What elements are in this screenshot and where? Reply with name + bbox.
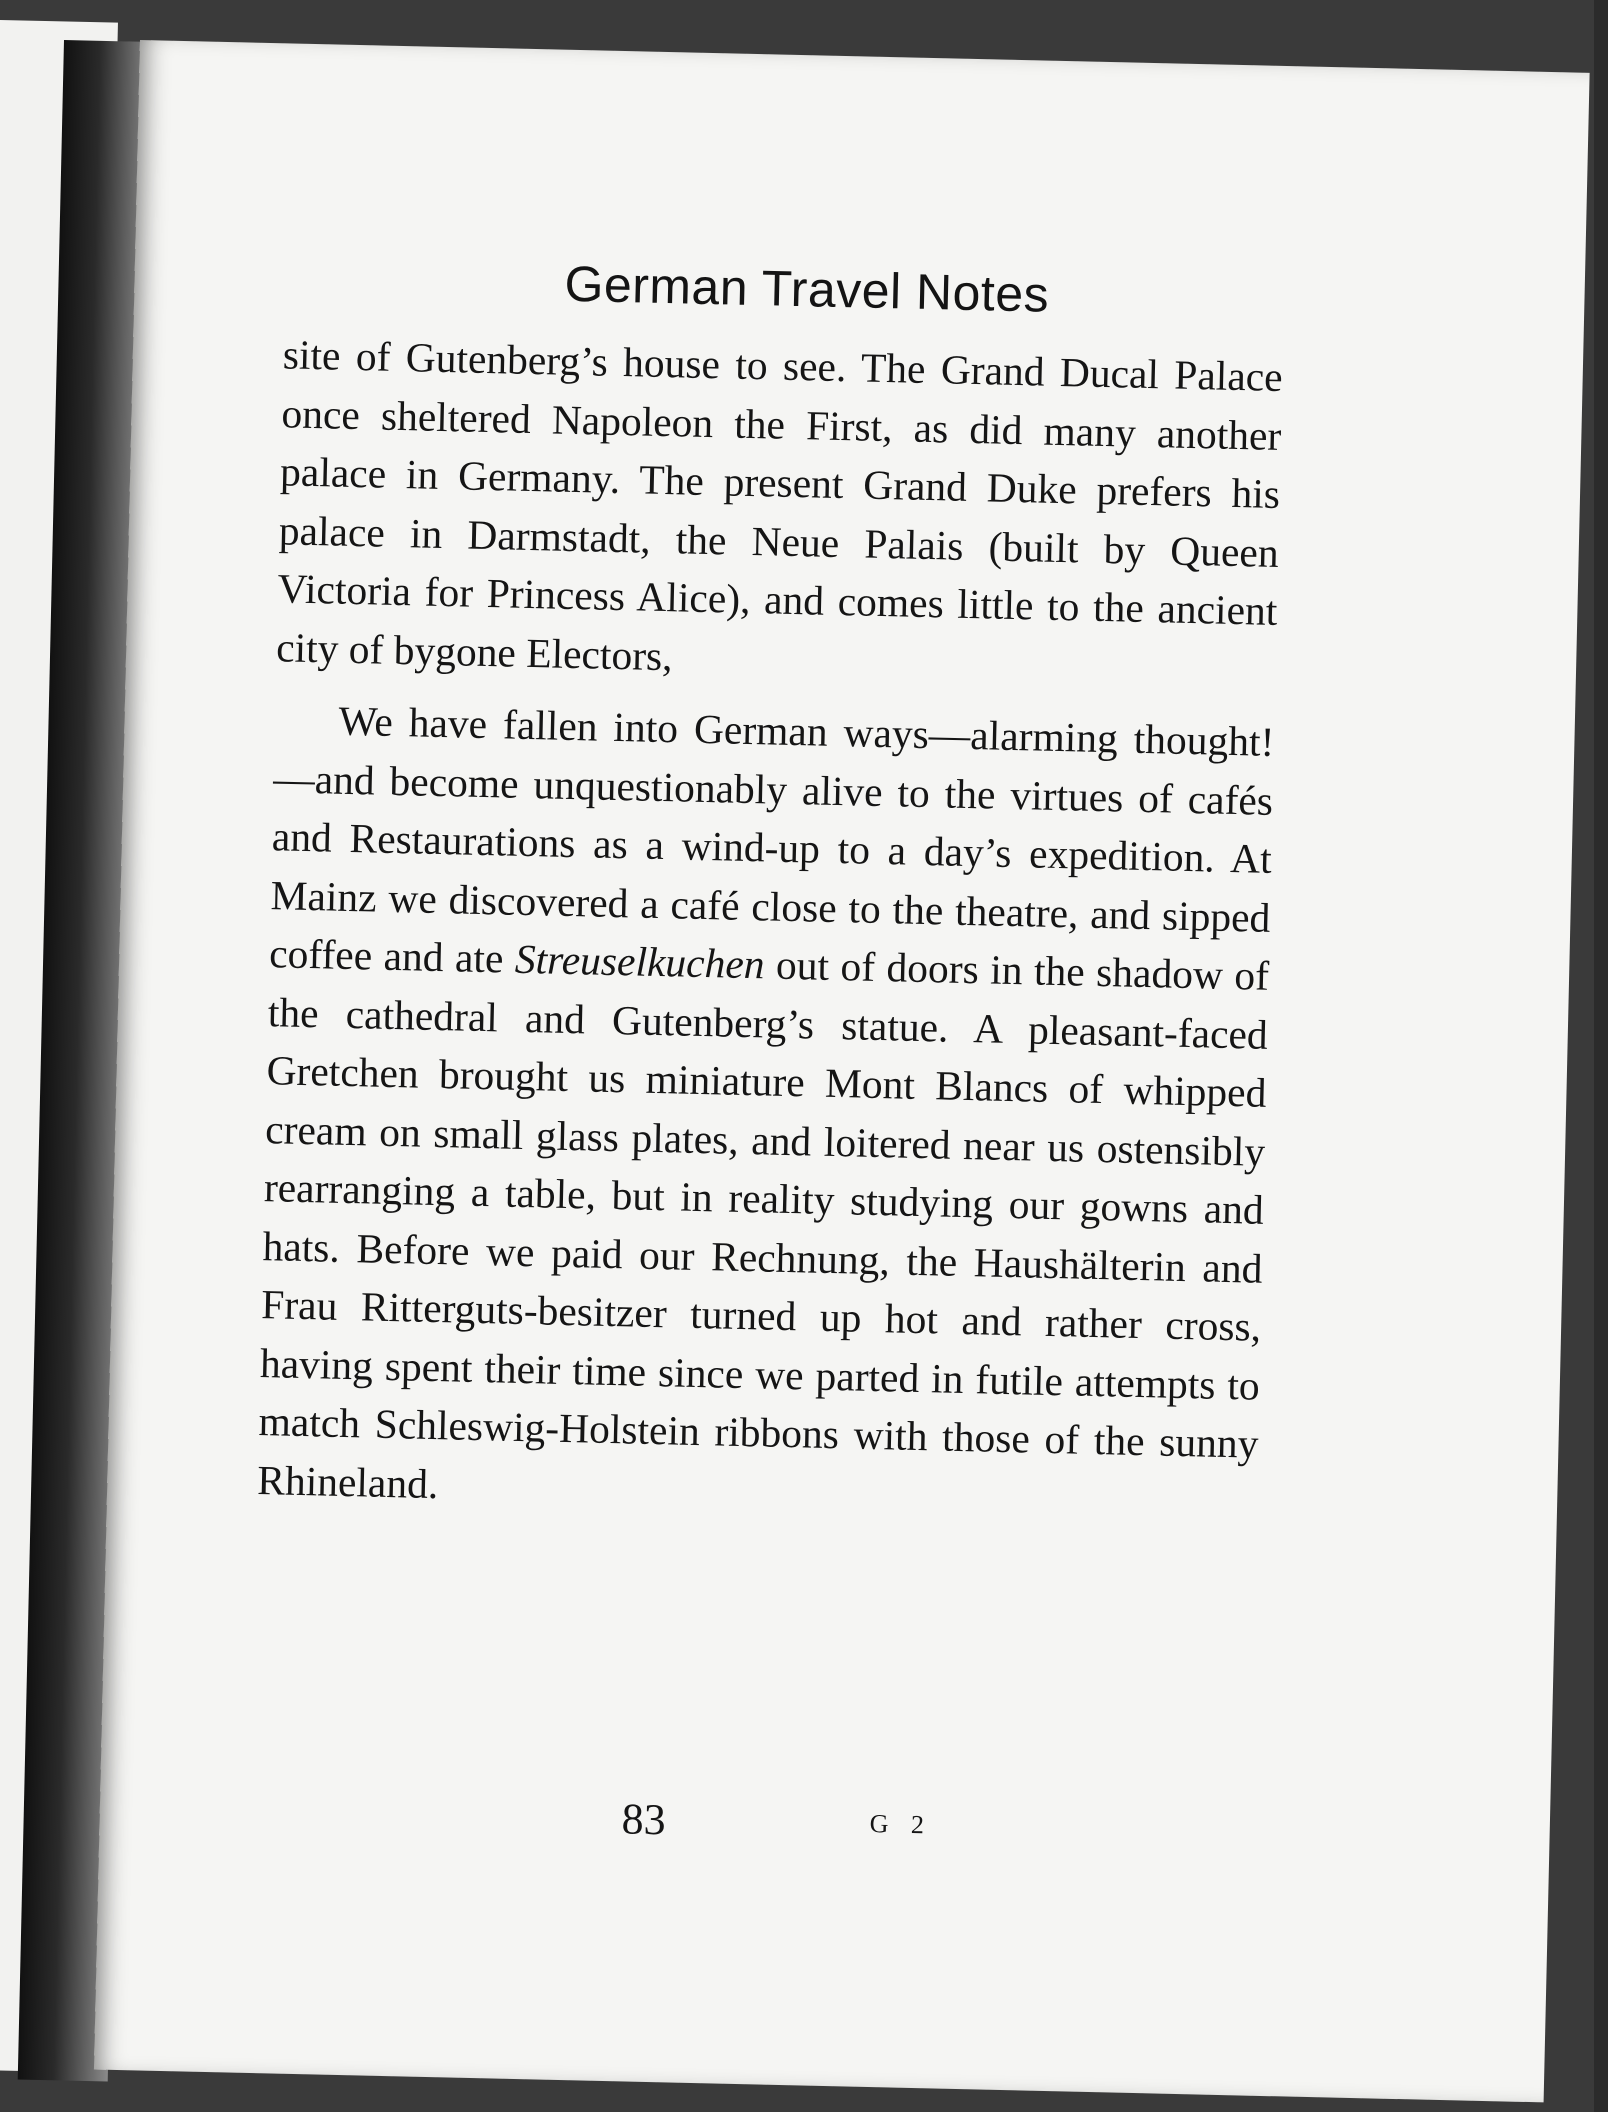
text-run: We have fallen into German ways—alarming thought!—and become unquestionably alive to the virtues of cafés and Restaurations as a wind-up to a day’s expedition. At Mainz we discovered a café close to the theatre, and sipped coffee and ate bbox=[268, 697, 1275, 982]
italic-phrase: Streuselkuchen bbox=[514, 935, 766, 988]
scan-border bbox=[1594, 0, 1608, 2112]
text-run: out of doors in the shadow of the cathedral and Gutenberg’s statue. A pleasant-faced Gretchen brought us miniature Mont Blancs of whipped cream on small glass plates, and loitered near us ostensibly rearranging a table, but in reality studying our gowns and hats. Before we paid our Rechnung, the Haushälterin and Frau Ritterguts-besitzer turned up hot and rather cross, having spent their time since we parted in futile attempts to match Schleswig-Holstein ribbons with those of the sunny Rhineland. bbox=[256, 941, 1270, 1507]
paragraph bbox=[257, 690, 1275, 1531]
signature-mark: G 2 bbox=[869, 1809, 933, 1840]
paragraph bbox=[276, 325, 1284, 699]
page-number: 83 bbox=[621, 1794, 667, 1845]
running-head: German Travel Notes bbox=[563, 255, 1050, 323]
body-text bbox=[257, 325, 1284, 1531]
right-page bbox=[94, 40, 1590, 2102]
text-run: site of Gutenberg’s house to see. The Grand Ducal Palace once sheltered Napoleon the First, as did many another palace in Germany. The present Grand Duke prefers his palace in Darmstadt, the Neue Palais (built by Queen Victoria for Princess Alice), and comes little to the ancient city of bygone Electors, bbox=[275, 331, 1284, 679]
